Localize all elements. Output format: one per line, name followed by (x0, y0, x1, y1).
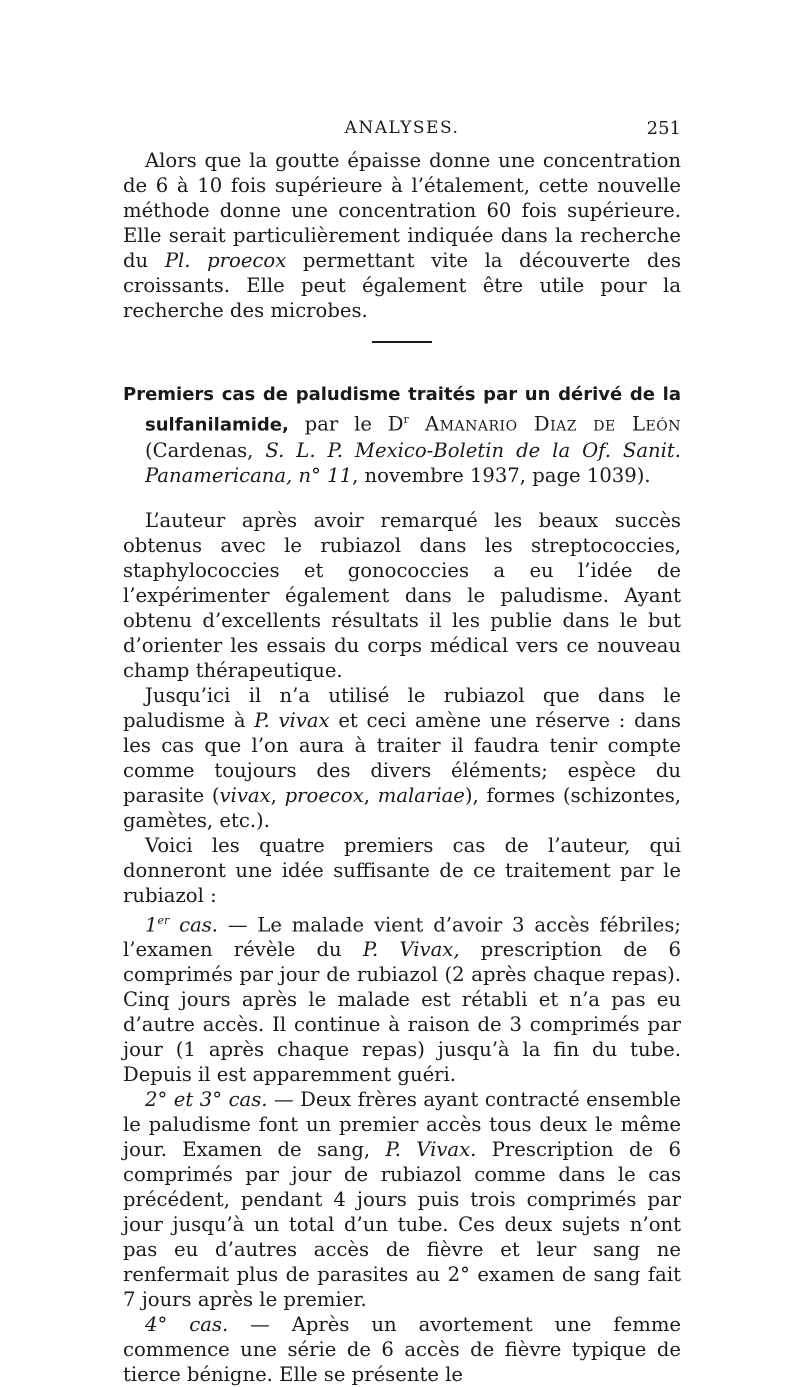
case-number: 1 (145, 913, 158, 937)
author-name: Amanario Diaz de León (408, 412, 681, 436)
text-run: prescription de 6 comprimés par jour de rubiazol (2 après chaque repas). Cinq jours après le malade est rétabli et n’a pas eu d’autre accès. Il continue à raison de 3 comprimés par jour (1 après chaque repas) jusqu’à la fin du tube. Depuis il est apparemment guéri. (123, 938, 681, 1087)
body-paragraph (123, 683, 681, 833)
citation-dr-sup: r (403, 413, 409, 426)
text-run: — Deux frères ayant contracté ensemble le paludisme font un premier accès tous deux le même jour. Examen de sang, (123, 1088, 681, 1162)
species-name: P. Vivax, (362, 938, 460, 962)
case-paragraph (123, 908, 681, 1088)
case-label: 2° et 3° cas. (145, 1088, 268, 1112)
text-run: Jusqu’ici il n’a utilisé le rubiazol que dans le paludisme à (123, 683, 681, 732)
species-name: Pl. proecox (164, 249, 287, 272)
article-citation (123, 381, 681, 488)
text-run: ), formes (schizontes, gamètes, etc.). (123, 783, 681, 832)
text-run: — Le malade vient d’avoir 3 accès fébriles; l’examen révèle du (123, 913, 682, 962)
case-paragraph (123, 1087, 681, 1312)
text-run: et ceci amène une réserve : dans les cas que l’on aura à traiter il faudra tenir compte comme toujours des divers éléments; espèce du parasite ( (123, 708, 681, 807)
publication-date: , novembre 1937, page 1039). (352, 463, 651, 487)
text-run: Prescription de 6 comprimés par jour de rubiazol comme dans le cas précédent, pendant 4 jours puis trois comprimés par jour jusqu’à un total d’un tube. Ces deux sujets n’ont pas eu d’autres accès de fièvre et leur sang ne renfermait plus de parasites au 2° examen de sang fait 7 jours après le premier. (123, 1138, 681, 1312)
text-run: , (363, 783, 378, 807)
species-name: vivax (219, 783, 271, 807)
intro-text: Alors que la goutte épaisse donne une concentration de 6 à 10 fois supérieure à l’étalement, cette nouvelle méthode donne une concentration 60 fois supérieure. Elle serait particulièrement indiquée dans la recherche du (123, 149, 681, 272)
running-title: ANALYSES. (344, 118, 460, 138)
case-paragraph (123, 1312, 681, 1387)
section-divider (372, 341, 432, 343)
case-label: 4° cas. (145, 1313, 229, 1337)
body-paragraph: Voici les quatre premiers cas de l’auteur, qui donneront une idée suffisante de ce traitement par le rubiazol : (123, 833, 681, 907)
text-run: — Après un avortement une femme commence une série de 6 accès de fièvre typique de tierce bénigne. Elle se présente le (123, 1313, 681, 1387)
page-header (123, 118, 681, 144)
article-title: Premiers cas de paludisme traités par un dérivé de la sulfanilamide, (123, 384, 681, 436)
page-body (123, 148, 681, 1387)
text-run: , (270, 783, 285, 807)
species-name: P. vivax (254, 708, 330, 732)
case-number-sup: er (157, 913, 170, 927)
citation-by: par le D (288, 412, 404, 436)
case-label: cas. (169, 913, 219, 937)
page-number: 251 (646, 118, 681, 139)
journal-name: S. L. P. Mexico-Boletin de la Of. Sanit. Panamericana, n° 11 (145, 438, 682, 487)
species-name: P. Vivax. (385, 1138, 477, 1162)
species-name: proecox (284, 783, 364, 807)
species-name: malariae (377, 783, 465, 807)
intro-paragraph (123, 148, 681, 323)
body-paragraph: L’auteur après avoir remarqué les beaux succès obtenus avec le rubiazol dans les streptococcies, staphylococcies et gonococcies a eu l’idée de l’expérimenter également dans le paludisme. Ayant obtenu d’excellents résultats il les publie dans le but d’orienter les essais du corps médical vers ce nouveau champ thérapeutique. (123, 508, 681, 682)
intro-text-end: permettant vite la découverte des croissants. Elle peut également être utile pour la recherche des microbes. (123, 249, 682, 322)
author-location: (Cardenas, (145, 438, 266, 462)
